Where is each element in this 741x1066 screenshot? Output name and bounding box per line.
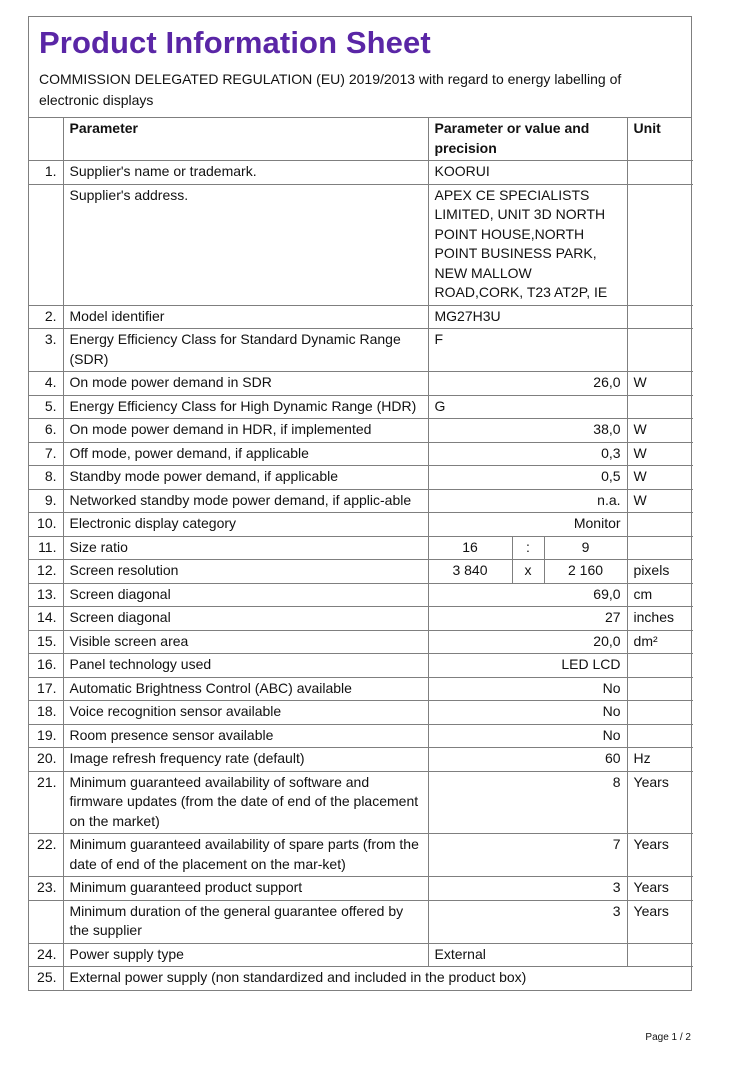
table-row <box>29 900 693 943</box>
row-unit: W <box>627 489 693 513</box>
row-unit: W <box>627 466 693 490</box>
table-row <box>29 513 693 537</box>
row-number: 16. <box>29 654 63 678</box>
row-number: 12. <box>29 560 63 584</box>
unit-header: Unit <box>627 118 693 161</box>
row-parameter: Energy Efficiency Class for High Dynamic Range (HDR) <box>63 395 428 419</box>
row-number: 23. <box>29 877 63 901</box>
row-number: 13. <box>29 583 63 607</box>
row-number: 22. <box>29 834 63 877</box>
row-number: 11. <box>29 536 63 560</box>
row-parameter: Voice recognition sensor available <box>63 701 428 725</box>
row-parameter: Image refresh frequency rate (default) <box>63 748 428 772</box>
row-value: n.a. <box>428 489 627 513</box>
row-parameter: On mode power demand in SDR <box>63 372 428 396</box>
num-header <box>29 118 63 161</box>
row-unit <box>627 536 693 560</box>
row-number: 19. <box>29 724 63 748</box>
row-value: LED LCD <box>428 654 627 678</box>
row-parameter: Minimum guaranteed availability of spare parts (from the date of end of the placement on the mar-ket) <box>63 834 428 877</box>
row-parameter: Minimum duration of the general guarantee offered by the supplier <box>63 900 428 943</box>
row-value: MG27H3U <box>428 305 627 329</box>
table-row <box>29 834 693 877</box>
table-row <box>29 677 693 701</box>
table-row <box>29 329 693 372</box>
row-value: 3 <box>428 877 627 901</box>
row-unit: Hz <box>627 748 693 772</box>
row-parameter: Off mode, power demand, if applicable <box>63 442 428 466</box>
row-unit <box>627 513 693 537</box>
row-number: 4. <box>29 372 63 396</box>
row-value: Monitor <box>428 513 627 537</box>
row-parameter: Minimum guaranteed availability of software and firmware updates (from the date of end of the placement on the market) <box>63 771 428 834</box>
row-parameter: Screen diagonal <box>63 583 428 607</box>
row-value-separator: : <box>512 536 544 560</box>
parameter-header: Parameter <box>63 118 428 161</box>
row-number: 18. <box>29 701 63 725</box>
table-row <box>29 748 693 772</box>
row-number <box>29 184 63 305</box>
row-value: 27 <box>428 607 627 631</box>
table-row <box>29 419 693 443</box>
row-unit: Years <box>627 771 693 834</box>
table-row <box>29 442 693 466</box>
row-unit <box>627 724 693 748</box>
row-value: 60 <box>428 748 627 772</box>
row-unit <box>627 161 693 185</box>
row-unit: inches <box>627 607 693 631</box>
row-parameter: Visible screen area <box>63 630 428 654</box>
row-number <box>29 900 63 943</box>
row-unit <box>627 395 693 419</box>
row-value: 7 <box>428 834 627 877</box>
table-row <box>29 654 693 678</box>
row-value: 26,0 <box>428 372 627 396</box>
row-unit <box>627 677 693 701</box>
row-value: G <box>428 395 627 419</box>
row-number: 3. <box>29 329 63 372</box>
row-parameter: Panel technology used <box>63 654 428 678</box>
row-number: 10. <box>29 513 63 537</box>
table-row <box>29 943 693 967</box>
regulation-subtitle: COMMISSION DELEGATED REGULATION (EU) 2019/2013 with regard to energy labelling of electronic displays <box>39 71 622 108</box>
row-value: KOORUI <box>428 161 627 185</box>
row-unit <box>627 701 693 725</box>
row-number: 25. <box>29 967 63 990</box>
row-number: 7. <box>29 442 63 466</box>
row-value: 3 <box>428 900 627 943</box>
row-number: 20. <box>29 748 63 772</box>
row-value: F <box>428 329 627 372</box>
row-number: 8. <box>29 466 63 490</box>
row-parameter: On mode power demand in HDR, if implemented <box>63 419 428 443</box>
row-value-separator: x <box>512 560 544 584</box>
product-information-sheet <box>28 16 692 991</box>
table-row <box>29 771 693 834</box>
row-unit: W <box>627 419 693 443</box>
row-value: APEX CE SPECIALISTS LIMITED, UNIT 3D NORTH POINT HOUSE,NORTH POINT BUSINESS PARK, NEW MALLOW ROAD,CORK, T23 AT2P, IE <box>428 184 627 305</box>
row-unit <box>627 943 693 967</box>
table-row <box>29 395 693 419</box>
row-number: 24. <box>29 943 63 967</box>
row-parameter: Supplier's address. <box>63 184 428 305</box>
row-value: 20,0 <box>428 630 627 654</box>
row-unit: W <box>627 372 693 396</box>
row-unit <box>627 654 693 678</box>
row-unit <box>627 329 693 372</box>
table-row <box>29 466 693 490</box>
row-value: 8 <box>428 771 627 834</box>
row-parameter: Power supply type <box>63 943 428 967</box>
row-value: No <box>428 724 627 748</box>
table-row <box>29 489 693 513</box>
table-row <box>29 583 693 607</box>
table-row <box>29 701 693 725</box>
row-number: 17. <box>29 677 63 701</box>
row-value: 38,0 <box>428 419 627 443</box>
row-number: 21. <box>29 771 63 834</box>
page-title: Product Information Sheet <box>39 25 431 60</box>
row-number: 2. <box>29 305 63 329</box>
page-number: Page 1 / 2 <box>645 1032 691 1043</box>
row-parameter: Standby mode power demand, if applicable <box>63 466 428 490</box>
row-parameter: Supplier's name or trademark. <box>63 161 428 185</box>
row-value: External <box>428 943 627 967</box>
row-value: No <box>428 677 627 701</box>
value-header: Parameter or value and precision <box>428 118 627 161</box>
table-row <box>29 607 693 631</box>
row-unit: Years <box>627 877 693 901</box>
row-unit <box>627 184 693 305</box>
row-parameter: Minimum guaranteed product support <box>63 877 428 901</box>
table-row <box>29 967 693 990</box>
row-unit: W <box>627 442 693 466</box>
row-number: 5. <box>29 395 63 419</box>
row-unit: Years <box>627 900 693 943</box>
row-value-second: 2 160 <box>544 560 627 584</box>
row-value: 69,0 <box>428 583 627 607</box>
parameters-table <box>29 118 693 990</box>
row-value-first: 3 840 <box>428 560 512 584</box>
table-row <box>29 724 693 748</box>
row-value-first: 16 <box>428 536 512 560</box>
row-parameter: Electronic display category <box>63 513 428 537</box>
row-number: 1. <box>29 161 63 185</box>
table-row <box>29 630 693 654</box>
row-unit: Years <box>627 834 693 877</box>
row-parameter: Screen diagonal <box>63 607 428 631</box>
row-unit: cm <box>627 583 693 607</box>
row-value: 0,3 <box>428 442 627 466</box>
row-value-second: 9 <box>544 536 627 560</box>
row-parameter: Automatic Brightness Control (ABC) available <box>63 677 428 701</box>
table-header-row <box>29 118 693 161</box>
table-row <box>29 560 693 584</box>
row-number: 9. <box>29 489 63 513</box>
row-value: No <box>428 701 627 725</box>
row-parameter: Room presence sensor available <box>63 724 428 748</box>
row-unit: pixels <box>627 560 693 584</box>
row-parameter: Model identifier <box>63 305 428 329</box>
row-parameter: Networked standby mode power demand, if applic-able <box>63 489 428 513</box>
table-row <box>29 877 693 901</box>
row-parameter: Size ratio <box>63 536 428 560</box>
row-unit <box>627 305 693 329</box>
row-parameter: Energy Efficiency Class for Standard Dynamic Range (SDR) <box>63 329 428 372</box>
row-unit: dm² <box>627 630 693 654</box>
row-number: 14. <box>29 607 63 631</box>
row-parameter: Screen resolution <box>63 560 428 584</box>
sheet-header <box>29 17 691 118</box>
row-number: 6. <box>29 419 63 443</box>
table-row <box>29 161 693 185</box>
table-row <box>29 305 693 329</box>
row-value: 0,5 <box>428 466 627 490</box>
row-parameter: External power supply (non standardized and included in the product box) <box>63 967 693 990</box>
table-row <box>29 184 693 305</box>
table-row <box>29 536 693 560</box>
row-number: 15. <box>29 630 63 654</box>
table-row <box>29 372 693 396</box>
